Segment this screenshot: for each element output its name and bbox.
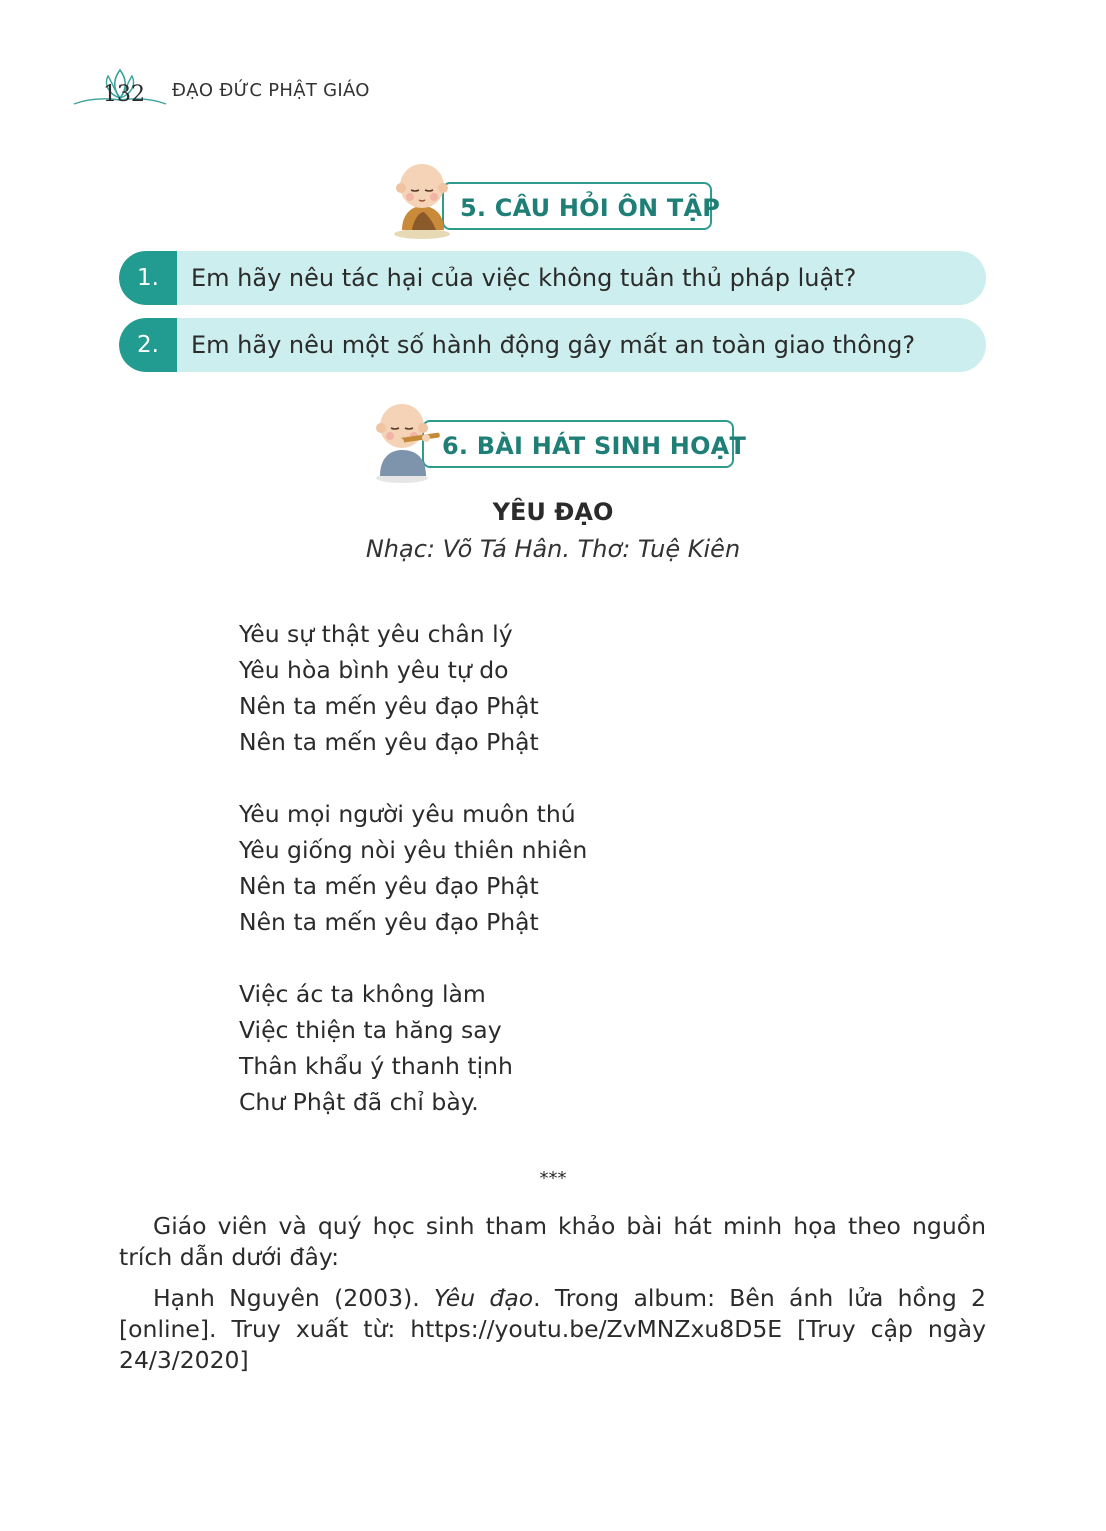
review-question-2	[119, 318, 986, 372]
section-6-title: 6. BÀI HÁT SINH HOẠT	[442, 432, 747, 460]
monk-reading-icon	[392, 160, 462, 240]
lyrics-stanza	[239, 796, 839, 940]
lyrics-stanza	[239, 976, 839, 1120]
lyric-line: Nên ta mến yêu đạo Phật	[239, 908, 539, 936]
question-text: Em hãy nêu một số hành động gây mất an toàn giao thông?	[191, 331, 916, 359]
review-question-1	[119, 251, 986, 305]
monk-flute-icon	[370, 398, 442, 484]
reference-note	[119, 1211, 986, 1273]
lyric-line: Thân khẩu ý thanh tịnh	[239, 1052, 513, 1080]
page-number: 132	[103, 82, 145, 107]
lyric-line: Chư Phật đã chỉ bày.	[239, 1088, 479, 1116]
lyric-line: Yêu mọi người yêu muôn thú	[239, 800, 576, 828]
lyric-line: Việc thiện ta hăng say	[239, 1016, 502, 1044]
section-separator: ***	[539, 1168, 567, 1189]
lyric-line: Nên ta mến yêu đạo Phật	[239, 692, 539, 720]
lyric-line: Yêu sự thật yêu chân lý	[239, 620, 513, 648]
section-5-title: 5. CÂU HỎI ÔN TẬP	[460, 194, 721, 222]
song-credit: Nhạc: Võ Tá Hân. Thơ: Tuệ Kiên	[365, 535, 741, 563]
question-number: 1.	[119, 251, 177, 305]
section-6-heading	[370, 398, 747, 468]
question-text: Em hãy nêu tác hại của việc không tuân thủ pháp luật?	[191, 264, 857, 292]
lyric-line: Yêu hòa bình yêu tự do	[239, 656, 509, 684]
page-header	[70, 62, 490, 112]
lyric-line: Yêu giống nòi yêu thiên nhiên	[239, 836, 588, 864]
lyric-line: Việc ác ta không làm	[239, 980, 486, 1008]
reference-citation	[119, 1283, 986, 1376]
lyrics-stanza	[239, 616, 839, 760]
lyric-line: Nên ta mến yêu đạo Phật	[239, 728, 539, 756]
running-title: ĐẠO ĐỨC PHẬT GIÁO	[172, 80, 370, 101]
citation-prefix: Hạnh Nguyên (2003).	[153, 1284, 435, 1312]
section-5-heading	[392, 160, 721, 230]
lyric-line: Nên ta mến yêu đạo Phật	[239, 872, 539, 900]
song-lyrics	[239, 616, 839, 1156]
note-text: Giáo viên và quý học sinh tham khảo bài hát minh họa theo nguồn trích dẫn dưới đây:	[119, 1212, 986, 1271]
song-title: YÊU ĐẠO	[492, 498, 614, 526]
citation-title: Yêu đạo	[434, 1284, 534, 1312]
question-number: 2.	[119, 318, 177, 372]
citation-suffix: . Trong album: Bên ánh lửa hồng 2 [online]. Truy xuất từ: https://youtu.be/ZvMNZxu8D5E [Truy cập ngày 24/3/2020]	[119, 1284, 986, 1374]
